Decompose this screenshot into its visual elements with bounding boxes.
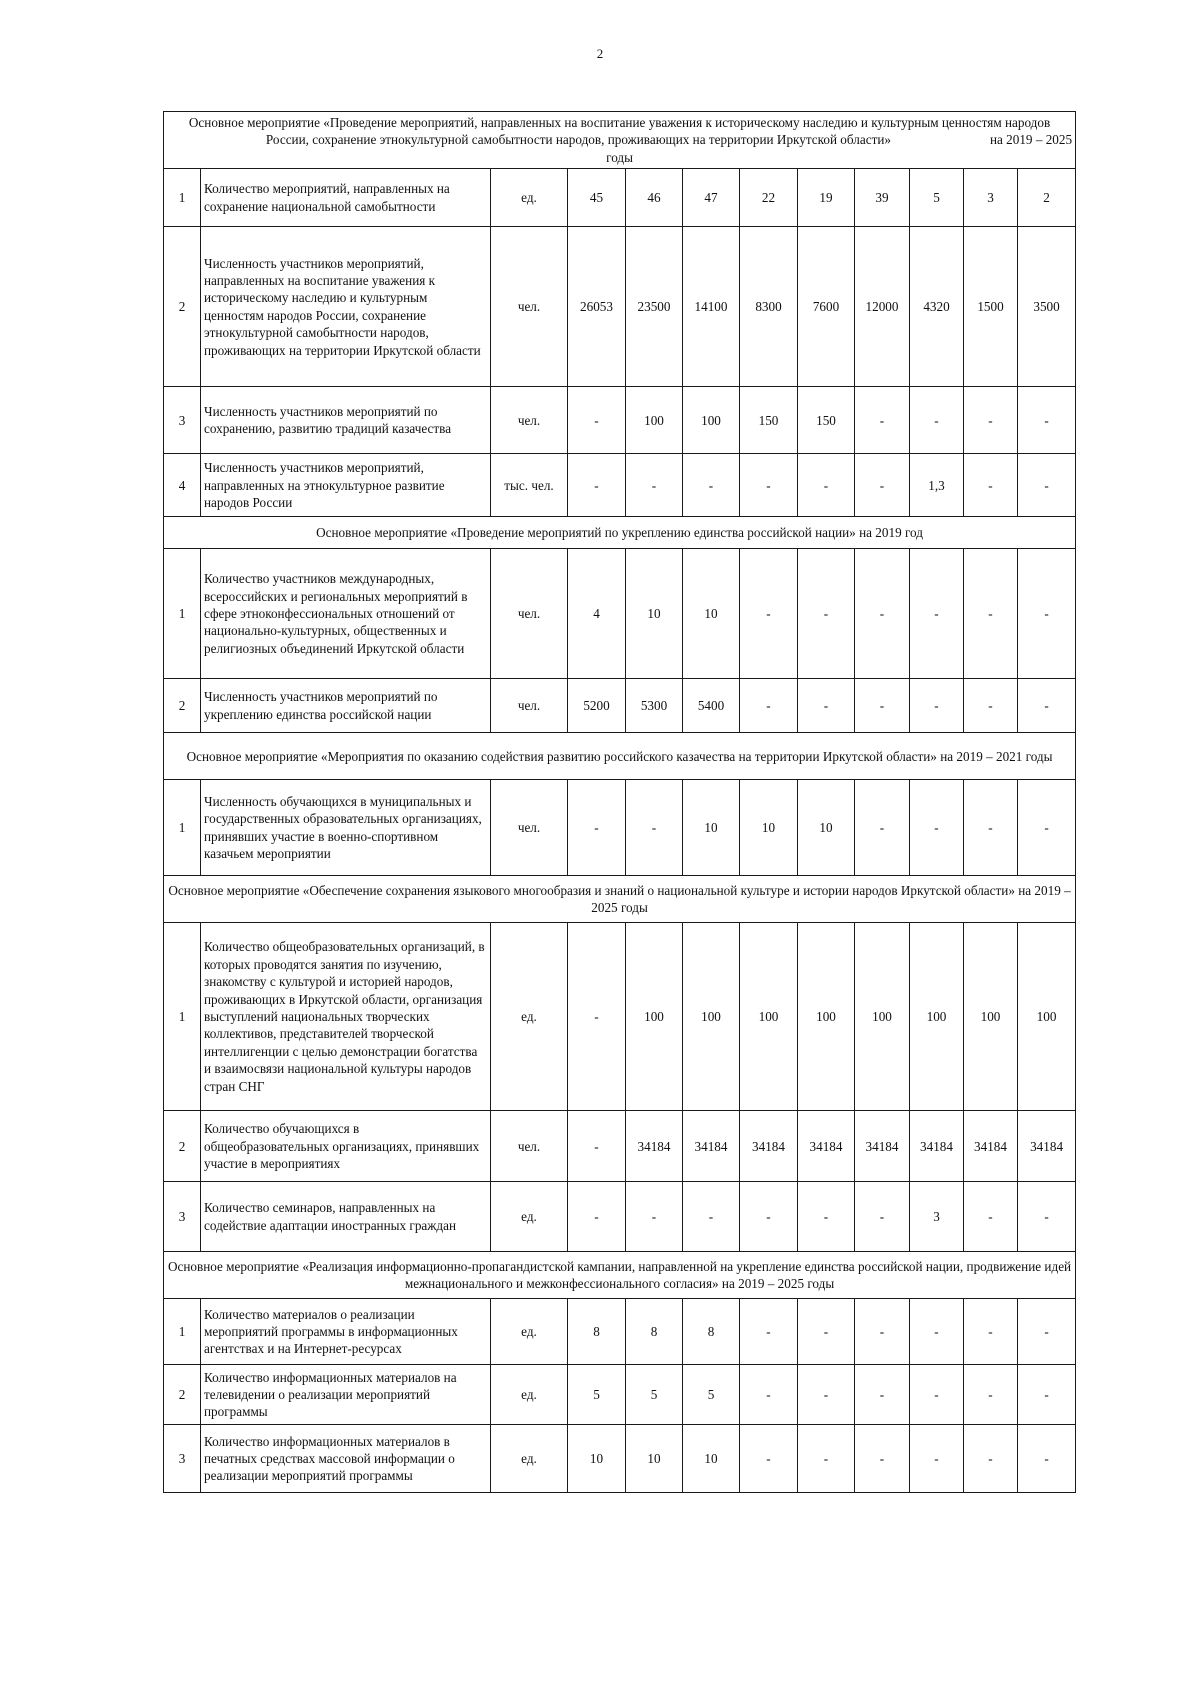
unit-cell: ед. xyxy=(491,1182,568,1252)
row-number: 2 xyxy=(164,1111,201,1182)
value-cell: - xyxy=(626,780,683,876)
section-title xyxy=(164,1252,1076,1299)
row-number: 3 xyxy=(164,1182,201,1252)
value-cell: 5200 xyxy=(568,679,626,733)
section-header-row xyxy=(164,876,1076,923)
indicator-name: Численность обучающихся в муниципальных и государственных образовательных организациях, принявших участие в военно-спортивном казачьем мероприятии xyxy=(201,780,491,876)
section-title-text: Основное мероприятие «Обеспечение сохранения языкового многообразия и знаний о национальной культуре и истории народов Иркутской области» на 2019 – 2025 годы xyxy=(168,882,1071,916)
value-cell: - xyxy=(1018,454,1076,517)
table-row xyxy=(164,1111,1076,1182)
value-cell: - xyxy=(964,1425,1018,1493)
table-row xyxy=(164,1299,1076,1365)
value-cell: 5 xyxy=(683,1365,740,1425)
value-cell: - xyxy=(855,1182,910,1252)
value-cell: 100 xyxy=(855,923,910,1111)
value-cell: - xyxy=(964,1365,1018,1425)
value-cell: - xyxy=(568,387,626,454)
value-cell: - xyxy=(683,1182,740,1252)
value-cell: 45 xyxy=(568,169,626,227)
value-cell: 10 xyxy=(683,549,740,679)
value-cell: 8 xyxy=(683,1299,740,1365)
value-cell: 34184 xyxy=(855,1111,910,1182)
value-cell: 19 xyxy=(798,169,855,227)
value-cell: - xyxy=(568,1111,626,1182)
value-cell: - xyxy=(740,1299,798,1365)
value-cell: - xyxy=(1018,387,1076,454)
value-cell: - xyxy=(910,780,964,876)
value-cell: 100 xyxy=(740,923,798,1111)
value-cell: 5 xyxy=(626,1365,683,1425)
section-title xyxy=(164,733,1076,780)
unit-cell: чел. xyxy=(491,387,568,454)
value-cell: - xyxy=(626,454,683,517)
section-title-text: Основное мероприятие «Реализация информационно-пропагандистской кампании, направленной на укрепление единства российской нации, продвижение идей межнационального и межконфессионального согласия» на 2019 – 2025 годы xyxy=(167,1258,1072,1292)
table-row xyxy=(164,780,1076,876)
value-cell: - xyxy=(1018,1182,1076,1252)
value-cell: - xyxy=(798,454,855,517)
value-cell: 10 xyxy=(626,1425,683,1493)
value-cell: 5400 xyxy=(683,679,740,733)
value-cell: - xyxy=(964,1299,1018,1365)
indicator-name: Количество информационных материалов в печатных средствах массовой информации о реализации мероприятий программы xyxy=(201,1425,491,1493)
value-cell: - xyxy=(855,1365,910,1425)
section-title-tail: на 2019 – 2025 xyxy=(989,132,1073,148)
value-cell: - xyxy=(1018,1365,1076,1425)
value-cell: 4 xyxy=(568,549,626,679)
indicator-name: Численность участников мероприятий, направленных на этнокультурное развитие народов России xyxy=(201,454,491,517)
section-title-end: годы xyxy=(606,149,633,165)
value-cell: 8300 xyxy=(740,227,798,387)
value-cell: 10 xyxy=(798,780,855,876)
section-title xyxy=(164,517,1076,549)
indicator-name: Количество участников международных, всероссийских и региональных мероприятий в сфере этноконфессиональных отношений от национально-культурных, общественных и религиозных объединений Иркутской области xyxy=(201,549,491,679)
value-cell: 2 xyxy=(1018,169,1076,227)
row-number: 1 xyxy=(164,780,201,876)
value-cell: - xyxy=(626,1182,683,1252)
value-cell: - xyxy=(568,454,626,517)
value-cell: 1,3 xyxy=(910,454,964,517)
value-cell: 34184 xyxy=(626,1111,683,1182)
value-cell: 1500 xyxy=(964,227,1018,387)
indicators-table xyxy=(163,111,1076,1493)
value-cell: 150 xyxy=(740,387,798,454)
value-cell: - xyxy=(910,549,964,679)
value-cell: - xyxy=(683,454,740,517)
unit-cell: чел. xyxy=(491,679,568,733)
section-title xyxy=(164,876,1076,923)
value-cell: 5300 xyxy=(626,679,683,733)
value-cell: 5 xyxy=(568,1365,626,1425)
table-row xyxy=(164,549,1076,679)
value-cell: - xyxy=(798,549,855,679)
table-row xyxy=(164,679,1076,733)
value-cell: 34184 xyxy=(910,1111,964,1182)
row-number: 4 xyxy=(164,454,201,517)
section-title-text: Основное мероприятие «Проведение мероприятий по укреплению единства российской нации» на 2019 год xyxy=(316,525,923,541)
value-cell: - xyxy=(964,454,1018,517)
page-number: 2 xyxy=(596,46,604,61)
value-cell: - xyxy=(1018,780,1076,876)
indicator-name: Численность участников мероприятий по сохранению, развитию традиций казачества xyxy=(201,387,491,454)
table-row xyxy=(164,227,1076,387)
value-cell: 150 xyxy=(798,387,855,454)
value-cell: - xyxy=(855,679,910,733)
row-number: 1 xyxy=(164,169,201,227)
indicator-name: Численность участников мероприятий, направленных на воспитание уважения к историческому наследию и культурным ценностям народов России, сохранение этнокультурной самобытности народов, проживающих на территории Иркутской области xyxy=(201,227,491,387)
value-cell: 8 xyxy=(568,1299,626,1365)
value-cell: - xyxy=(740,1365,798,1425)
value-cell: - xyxy=(910,679,964,733)
table-row xyxy=(164,454,1076,517)
section-header-row xyxy=(164,112,1076,169)
value-cell: 34184 xyxy=(1018,1111,1076,1182)
indicator-name: Количество информационных материалов на телевидении о реализации мероприятий программы xyxy=(201,1365,491,1425)
value-cell: 10 xyxy=(568,1425,626,1493)
value-cell: - xyxy=(798,1425,855,1493)
value-cell: 8 xyxy=(626,1299,683,1365)
section-title xyxy=(164,112,1076,169)
value-cell: 100 xyxy=(683,387,740,454)
value-cell: 7600 xyxy=(798,227,855,387)
value-cell: 10 xyxy=(683,1425,740,1493)
value-cell: - xyxy=(568,923,626,1111)
value-cell: 12000 xyxy=(855,227,910,387)
section-header-row xyxy=(164,733,1076,780)
value-cell: - xyxy=(910,1365,964,1425)
indicator-name: Численность участников мероприятий по укреплению единства российской нации xyxy=(201,679,491,733)
value-cell: - xyxy=(798,1182,855,1252)
section-title-text: Основное мероприятие «Мероприятия по оказанию содействия развитию российского казачества на территории Иркутской области» на 2019 – 2021 годы xyxy=(186,748,1053,764)
value-cell: 100 xyxy=(683,923,740,1111)
value-cell: - xyxy=(855,1425,910,1493)
value-cell: - xyxy=(855,780,910,876)
value-cell: 34184 xyxy=(964,1111,1018,1182)
row-number: 1 xyxy=(164,549,201,679)
table-row xyxy=(164,1425,1076,1493)
unit-cell: чел. xyxy=(491,780,568,876)
row-number: 1 xyxy=(164,923,201,1111)
value-cell: - xyxy=(964,387,1018,454)
value-cell: 46 xyxy=(626,169,683,227)
value-cell: - xyxy=(964,1182,1018,1252)
value-cell: - xyxy=(964,780,1018,876)
value-cell: 4320 xyxy=(910,227,964,387)
value-cell: - xyxy=(740,679,798,733)
value-cell: 10 xyxy=(683,780,740,876)
value-cell: - xyxy=(855,549,910,679)
value-cell: 34184 xyxy=(683,1111,740,1182)
table-row xyxy=(164,1182,1076,1252)
value-cell: - xyxy=(910,1299,964,1365)
value-cell: - xyxy=(964,679,1018,733)
value-cell: - xyxy=(855,454,910,517)
row-number: 3 xyxy=(164,1425,201,1493)
value-cell: - xyxy=(740,1425,798,1493)
indicator-name: Количество мероприятий, направленных на сохранение национальной самобытности xyxy=(201,169,491,227)
table-row xyxy=(164,1365,1076,1425)
value-cell: - xyxy=(855,1299,910,1365)
value-cell: 5 xyxy=(910,169,964,227)
value-cell: - xyxy=(740,1182,798,1252)
value-cell: 34184 xyxy=(740,1111,798,1182)
value-cell: 14100 xyxy=(683,227,740,387)
unit-cell: чел. xyxy=(491,549,568,679)
value-cell: - xyxy=(1018,549,1076,679)
value-cell: 10 xyxy=(626,549,683,679)
row-number: 3 xyxy=(164,387,201,454)
value-cell: 100 xyxy=(626,387,683,454)
value-cell: - xyxy=(740,454,798,517)
value-cell: 100 xyxy=(964,923,1018,1111)
value-cell: 3 xyxy=(910,1182,964,1252)
table-row xyxy=(164,169,1076,227)
unit-cell: ед. xyxy=(491,169,568,227)
value-cell: 39 xyxy=(855,169,910,227)
table-row xyxy=(164,387,1076,454)
indicator-name: Количество обучающихся в общеобразовательных организациях, принявших участие в мероприятиях xyxy=(201,1111,491,1182)
row-number: 2 xyxy=(164,227,201,387)
unit-cell: ед. xyxy=(491,923,568,1111)
value-cell: 3 xyxy=(964,169,1018,227)
table-row xyxy=(164,923,1076,1111)
value-cell: - xyxy=(855,387,910,454)
unit-cell: ед. xyxy=(491,1365,568,1425)
unit-cell: чел. xyxy=(491,1111,568,1182)
value-cell: 3500 xyxy=(1018,227,1076,387)
value-cell: 100 xyxy=(910,923,964,1111)
value-cell: - xyxy=(798,1365,855,1425)
row-number: 2 xyxy=(164,1365,201,1425)
value-cell: - xyxy=(964,549,1018,679)
indicator-name: Количество общеобразовательных организаций, в которых проводятся занятия по изучению, знакомству с культурой и историей народов, проживающих в Иркутской области, организация выступлений национальных творческих коллективов, представителей творческой интеллигенции с целью демонстрации богатства и взаимосвязи национальной культуры народов стран СНГ xyxy=(201,923,491,1111)
value-cell: 23500 xyxy=(626,227,683,387)
value-cell: - xyxy=(910,1425,964,1493)
value-cell: 26053 xyxy=(568,227,626,387)
value-cell: - xyxy=(798,1299,855,1365)
unit-cell: тыс. чел. xyxy=(491,454,568,517)
indicator-name: Количество семинаров, направленных на содействие адаптации иностранных граждан xyxy=(201,1182,491,1252)
value-cell: - xyxy=(740,549,798,679)
section-header-row xyxy=(164,1252,1076,1299)
value-cell: - xyxy=(798,679,855,733)
section-header-row xyxy=(164,517,1076,549)
unit-cell: ед. xyxy=(491,1299,568,1365)
unit-cell: ед. xyxy=(491,1425,568,1493)
indicator-name: Количество материалов о реализации мероприятий программы в информационных агентствах и на Интернет-ресурсах xyxy=(201,1299,491,1365)
value-cell: 100 xyxy=(1018,923,1076,1111)
value-cell: 100 xyxy=(626,923,683,1111)
value-cell: - xyxy=(910,387,964,454)
value-cell: - xyxy=(1018,1425,1076,1493)
value-cell: 100 xyxy=(798,923,855,1111)
value-cell: - xyxy=(1018,1299,1076,1365)
row-number: 1 xyxy=(164,1299,201,1365)
section-title-text: Основное мероприятие «Проведение мероприятий, направленных на воспитание уважения к историческому наследию и культурным ценностям народов России, сохранение этнокультурной самобытности народов, проживающих на территории Иркутской области» xyxy=(188,115,1051,148)
value-cell: - xyxy=(568,780,626,876)
value-cell: 34184 xyxy=(798,1111,855,1182)
value-cell: 22 xyxy=(740,169,798,227)
value-cell: - xyxy=(1018,679,1076,733)
value-cell: 10 xyxy=(740,780,798,876)
unit-cell: чел. xyxy=(491,227,568,387)
value-cell: - xyxy=(568,1182,626,1252)
value-cell: 47 xyxy=(683,169,740,227)
row-number: 2 xyxy=(164,679,201,733)
